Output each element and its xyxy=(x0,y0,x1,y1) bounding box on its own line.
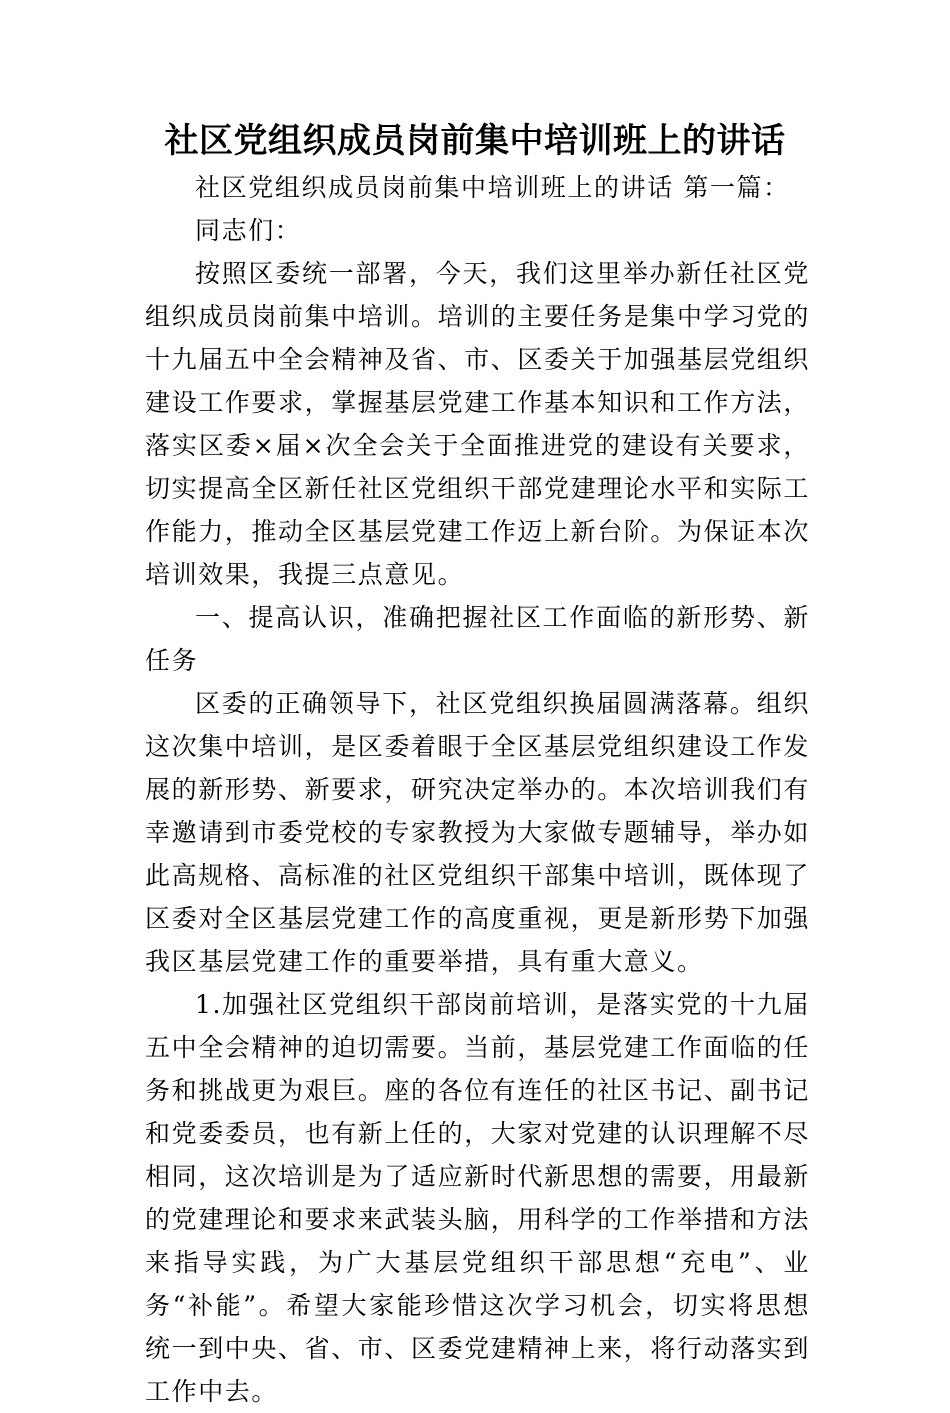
paragraph-intro: 按照区委统一部署，今天，我们这里举办新任社区党组织成员岗前集中培训。培训的主要任务是集中学习党的十九届五中全会精神及省、市、区委关于加强基层党组织建设工作要求，掌握基层党建工作基本知识和工作方法，落实区委×届×次全会关于全面推进党的建设有关要求，切实提高全区新任社区党组织干部党建理论水平和实际工作能力，推动全区基层党建工作迈上新台阶。为保证本次培训效果，我提三点意见。 xyxy=(145,259,811,589)
paragraph-section-1: 区委的正确领导下，社区党组织换届圆满落幕。组织这次集中培训，是区委着眼于全区基层党组织建设工作发展的新形势、新要求，研究决定举办的。本次培训我们有幸邀请到市委党校的专家教授为大家做专题辅导，举办如此高规格、高标准的社区党组织干部集中培训，既体现了区委对全区基层党建工作的高度重视，更是新形势下加强我区基层党建工作的重要举措，具有重大意义。 xyxy=(145,689,811,976)
subtitle-line: 社区党组织成员岗前集中培训班上的讲话 第一篇： xyxy=(195,173,790,202)
section-heading-1: 一、提高认识，准确把握社区工作面临的新形势、新任务 xyxy=(145,603,810,675)
paragraph-point-1: 1.加强社区党组织干部岗前培训，是落实党的十九届五中全会精神的迫切需要。当前，基层党建工作面临的任务和挑战更为艰巨。座的各位有连任的社区书记、副书记和党委委员，也有新上任的，大家对党建的认识理解不尽相同，这次培训是为了适应新时代新思想的需要，用最新的党建理论和要求来武装头脑，用科学的工作举措和方法来指导实践，为广大基层党组织干部思想“充电”、业务“补能”。希望大家能珍惜这次学习机会，切实将思想统一到中央、省、市、区委党建精神上来，将行动落实到工作中去。 xyxy=(145,990,811,1406)
document-title: 社区党组织成员岗前集中培训班上的讲话 xyxy=(164,121,786,161)
salutation: 同志们： xyxy=(195,216,302,245)
document-body xyxy=(145,166,810,1413)
